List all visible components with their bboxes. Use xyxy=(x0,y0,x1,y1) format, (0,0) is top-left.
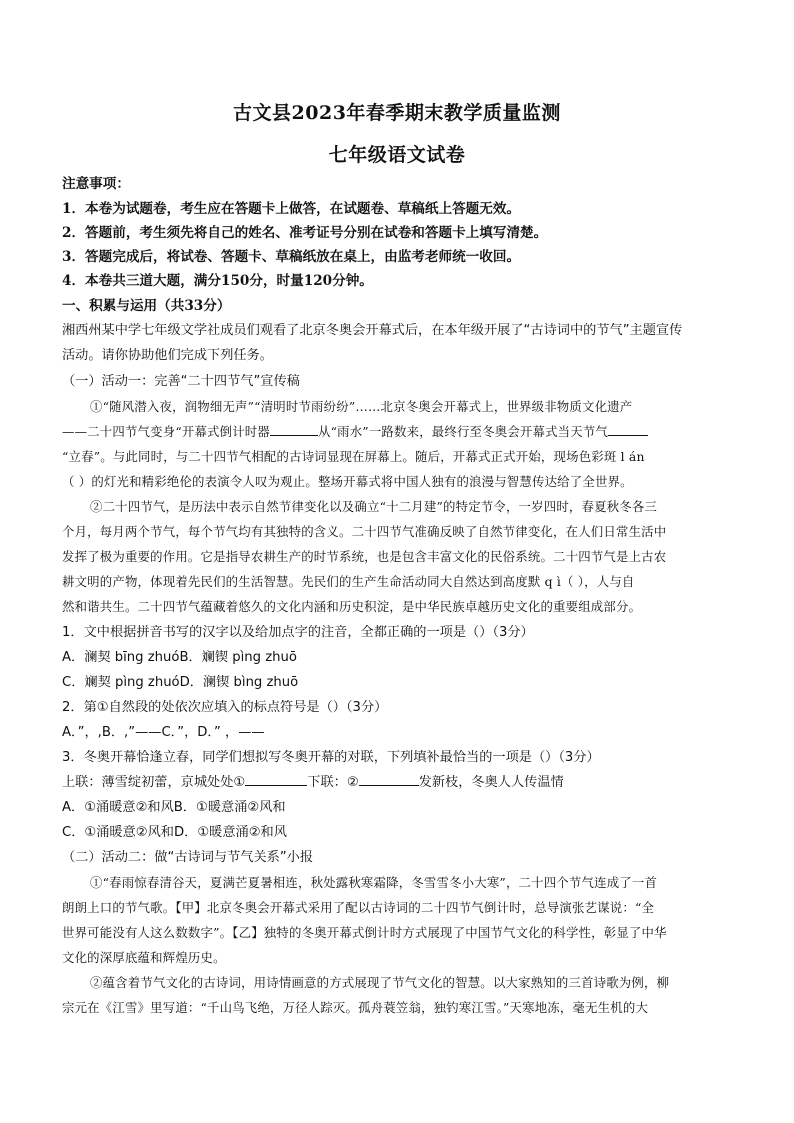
intro-line-2: 活动。请你协助他们完成下列任务。 xyxy=(62,348,273,363)
passage4-line-2: 宗元在《江雪》里写道：“千山鸟飞绝，万径人踪灭。孤舟蓑笠翁，独钓寒江雪。”天寒地冻，毫无生机的大 xyxy=(62,1000,649,1015)
passage2-line-3: 发挥了极为重要的作用。它是指导农耕生产的时节系统，也是包含丰富文化的民俗系统。二十四节气是上古农 xyxy=(62,549,667,564)
passage2-line-2: 个月，每月两个节气，每个节气均有其独特的含义。二十四节气准确反映了自然节律变化，在人们日常生活中 xyxy=(62,524,667,539)
passage1-line-2 xyxy=(62,424,734,440)
passage1-line-2b: 从“雨水”一路数来，最终行至冬奥会开幕式当天节气 xyxy=(317,424,609,439)
passage2-line-1: ②二十四节气，是历法中表示自然节律变化以及确立“十二月建”的特定节令，一岁四时，春夏秋冬各三 xyxy=(90,499,658,514)
question-1-stem: 1．文中根据拼音书写的汉字以及给加点字的注音，全都正确的一项是（）（3分） xyxy=(62,625,534,640)
activity-1-heading: （一）活动一：完善“二十四节气”宣传稿 xyxy=(62,374,300,389)
passage1-line-3: “立春”。与此同时，与二十四节气相配的古诗词显现在屏幕上。随后，开幕式正式开始，现场色彩斑 l án xyxy=(62,449,645,464)
notice-item-1: 1．本卷为试题卷，考生应在答题卡上做答，在试题卷、草稿纸上答题无效。 xyxy=(62,201,521,217)
question-3-stem: 3．冬奥开幕恰逢立春，同学们想拟写冬奥开幕的对联，下列填补最恰当的一项是（）（3分） xyxy=(62,750,600,765)
passage4-line-1: ②蕴含着节气文化的古诗词，用诗情画意的方式展现了节气文化的智慧。以大家熟知的三首诗歌为例，柳 xyxy=(90,975,670,990)
notice-heading: 注意事项： xyxy=(62,176,130,192)
question-3-options-cd: C．①涌暖意②风和D．①暖意涌②和风 xyxy=(62,825,287,840)
exam-subtitle: 七年级语文试卷 xyxy=(328,144,466,166)
passage1-line-1: ①“随风潜入夜，润物细无声”“清明时节雨纷纷”……北京冬奥会开幕式上，世界级非物质文化遗产 xyxy=(90,399,633,414)
activity-2-heading: （二）活动二：做“古诗词与节气关系”小报 xyxy=(62,850,314,865)
passage3-line-1: ①“春雨惊春清谷天，夏满芒夏暑相连，秋处露秋寒霜降，冬雪雪冬小大寒”，二十四个节气连成了一首 xyxy=(90,875,658,890)
question-1-options-cd: C．斓契 pìng zhuóD．澜锲 bìng zhuō xyxy=(62,675,299,690)
question-3-couplet xyxy=(62,775,734,791)
passage1-line-2a: ——二十四节气变身“开幕式倒计时器 xyxy=(62,424,270,439)
question-3-options-ab: A．①涌暖意②和风B．①暖意涌②风和 xyxy=(62,800,286,815)
notice-item-2: 2．答题前，考生须先将自己的姓名、准考证号分别在试卷和答题卡上填写清楚。 xyxy=(62,225,548,241)
notice-item-4: 4．本卷共三道大题，满分150分，时量120分钟。 xyxy=(62,273,373,289)
question-2-stem: 2．第①自然段的处依次应填入的标点符号是（）（3分） xyxy=(62,700,388,715)
section-heading: 一、积累与运用（共33分） xyxy=(62,298,231,314)
notice-item-3: 3．答题完成后，将试卷、答题卡、草稿纸放在桌上，由监考老师统一收回。 xyxy=(62,249,521,265)
passage2-line-4: 耕文明的产物，体现着先民们的生活智慧。先民们的生产生命活动同大自然达到高度默 q ì（ ），人与自 xyxy=(62,574,635,589)
passage2-line-5: 然和谐共生。二十四节气蕴藏着悠久的文化内涵和历史积淀，是中华民族卓越历史文化的重要组成部分。 xyxy=(62,599,642,614)
question-1-options-ab: A．澜契 bīng zhuóB．斓锲 pìng zhuō xyxy=(62,650,297,665)
passage3-line-2: 朗朗上口的节气歌。【甲】北京冬奥会开幕式采用了配以古诗词的二十四节气倒计时，总导演张艺谋说：“全 xyxy=(62,900,655,915)
passage1-line-4: （ ）的灯光和精彩绝伦的表演令人叹为观止。整场开幕式将中国人独有的浪漫与智慧传达给了全世界。 xyxy=(62,474,633,489)
question-2-options: A．”，,B．,”——C．”，D．” ，—— xyxy=(62,725,265,740)
couplet-lower-rest: 发新枝，冬奥人人传温情 xyxy=(418,775,564,790)
answer-blank xyxy=(245,785,307,786)
passage3-line-3: 世界可能没有人这么数数字”。【乙】独特的冬奥开幕式倒计时方式展现了中国节气文化的科学性，彰显了中华 xyxy=(62,925,667,940)
answer-blank xyxy=(359,785,419,786)
passage3-line-4: 文化的深厚底蕴和辉煌历史。 xyxy=(62,950,226,965)
answer-blank xyxy=(608,435,648,436)
intro-line-1: 湘西州某中学七年级文学社成员们观看了北京冬奥会开幕式后，在本年级开展了“古诗词中的节气”主题宣传 xyxy=(62,323,683,338)
exam-title: 古文县2023年春季期末教学质量监测 xyxy=(233,102,561,124)
couplet-lower-label: 下联：② xyxy=(307,775,359,790)
answer-blank xyxy=(270,435,318,436)
couplet-upper: 上联：薄雪绽初蕾，京城处处① xyxy=(62,775,246,790)
